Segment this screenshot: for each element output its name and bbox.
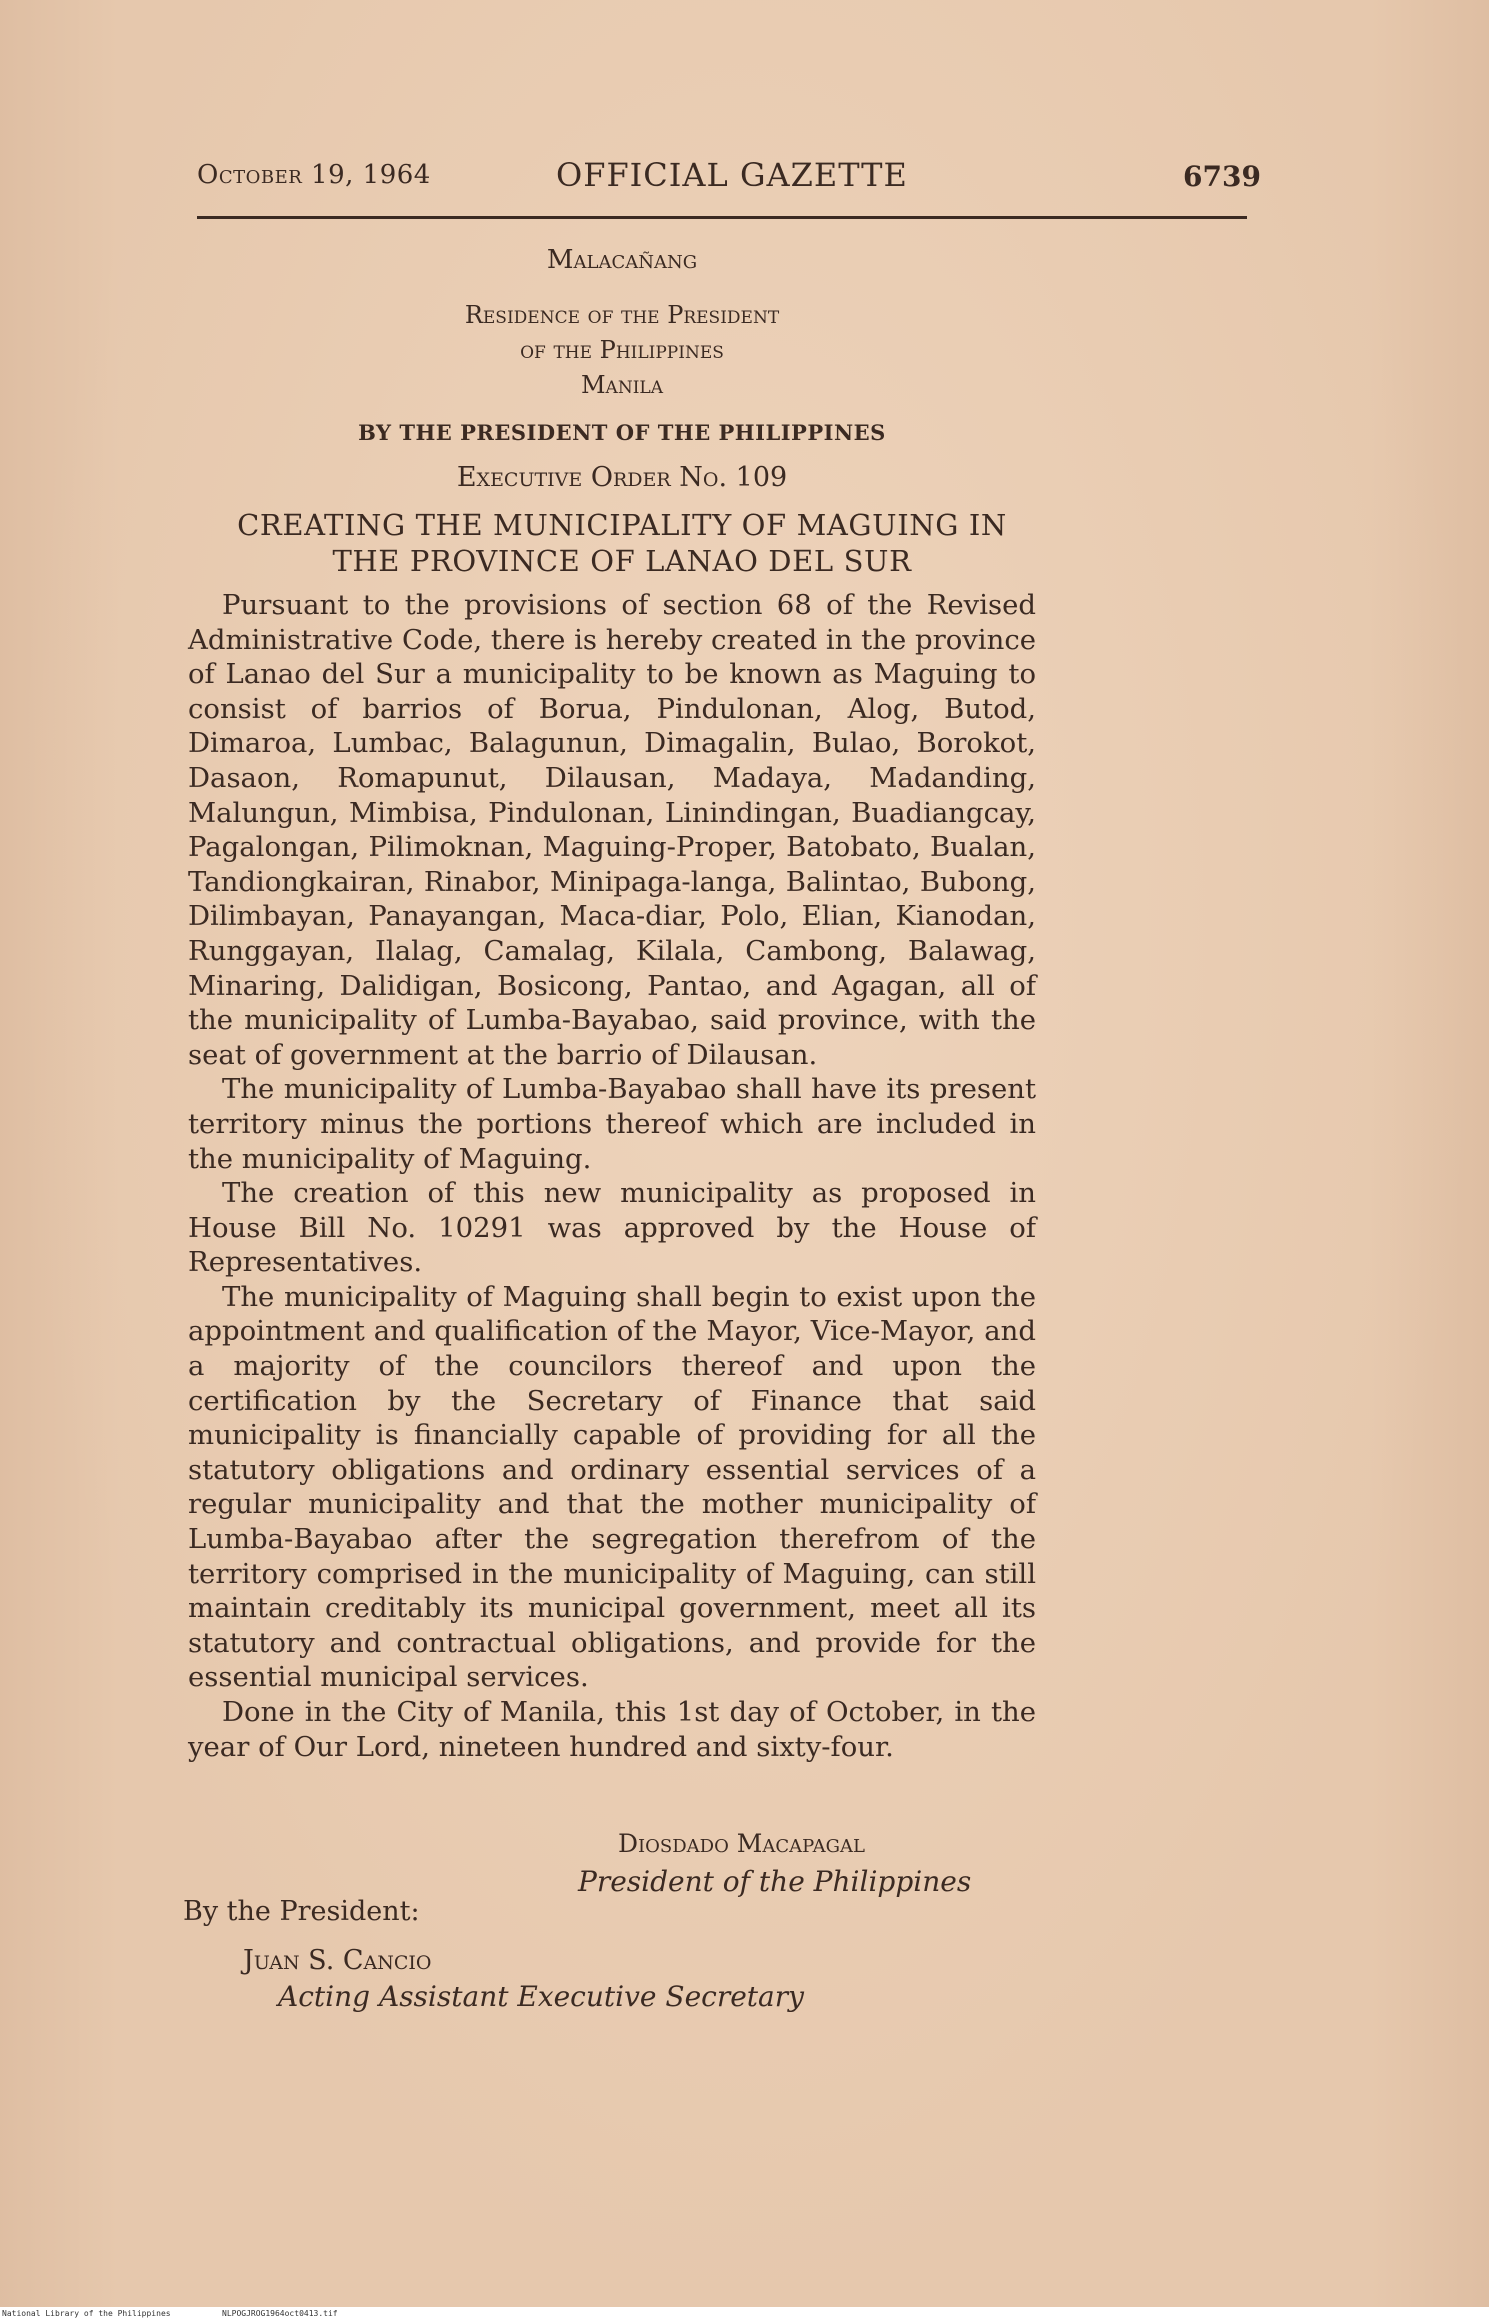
by-the-president-label: By the President: [183, 1896, 420, 1927]
residence-heading [197, 298, 1047, 403]
page-number: 6739 [1183, 160, 1261, 193]
residence-line: Residence of the President [464, 301, 780, 329]
title-line: THE PROVINCE OF LANAO DEL SUR [332, 544, 912, 578]
by-the-president-heading: BY THE PRESIDENT OF THE PHILIPPINES [358, 420, 886, 445]
executive-order-number: Executive Order No. 109 [456, 462, 788, 493]
body-paragraph: Done in the City of Manila, this 1st day of October, in the year of Our Lord, nineteen hundred and sixty-four. [188, 1696, 1036, 1763]
publication-title: OFFICIAL GAZETTE [556, 156, 908, 194]
title-line: CREATING THE MUNICIPALITY OF MAGUING IN [237, 508, 1007, 542]
order-body [188, 588, 1036, 1764]
office-heading: Malacañang [546, 245, 698, 275]
body-paragraph: The municipality of Lumba-Bayabao shall have its present territory minus the portions thereof which are included in the municipality of Maguing. [188, 1073, 1036, 1175]
scan-credit: National Library of the Philippines [2, 2309, 175, 2318]
header-date: October 19, 1964 [197, 160, 431, 190]
signatory-name: Diosdado Macapagal [618, 1829, 865, 1858]
body-paragraph: The municipality of Maguing shall begin to exist upon the appointment and qualification of the Mayor, Vice-Mayor, and a majority of the councilors thereof and upon the certification by the Secretary of Finance that said municipality is financially capable of providing for all the statutory obligations and ordinary essential services of a regular municipality and that the mother municipality of Lumba-Bayabao after the segregation therefrom of the territory comprised in the municipality of Maguing, can still maintain creditably its municipal government, meet all its statutory and contractual obligations, and provide for the essential municipal services. [188, 1280, 1036, 1694]
countersigner-title: Acting Assistant Executive Secretary [278, 1980, 804, 2013]
body-paragraph: The creation of this new municipality as proposed in House Bill No. 10291 was approved by the House of Representatives. [188, 1177, 1036, 1279]
header-divider [197, 216, 1247, 219]
signatory-title: President of the Philippines [578, 1865, 972, 1898]
body-paragraph: Pursuant to the provisions of section 68 of the Revised Administrative Code, there is hereby created in the province of Lanao del Sur a municipality to be known as Maguing to consist of barrios of Borua, Pindulonan, Alog, Butod, Dimaroa, Lumbac, Balagunun, Dimagalin, Bulao, Borokot, Dasaon, Romapunut, Dilausan, Madaya, Madanding, Malungun, Mimbisa, Pindulonan, Linindingan, Buadiangcay, Pagalongan, Pilimoknan, Maguing-Proper, Batobato, Bualan, Tandiongkairan, Rinabor, Minipaga-langa, Balintao, Bubong, Dilimbayan, Panayangan, Maca-diar, Polo, Elian, Kianodan, Runggayan, Ilalag, Camalag, Kilala, Cambong, Balawag, Minaring, Dalidigan, Bosicong, Pantao, and Agagan, all of the municipality of Lumba-Bayabao, said province, with the seat of government at the barrio of Dilausan. [188, 589, 1036, 1071]
countersigner-name: Juan S. Cancio [243, 1945, 432, 1976]
residence-line: Manila [580, 371, 663, 399]
executive-order-title [197, 507, 1047, 579]
residence-line: of the Philippines [520, 336, 724, 364]
scan-filename: NLPOGJROG1964oct0413.tif [222, 2309, 338, 2318]
